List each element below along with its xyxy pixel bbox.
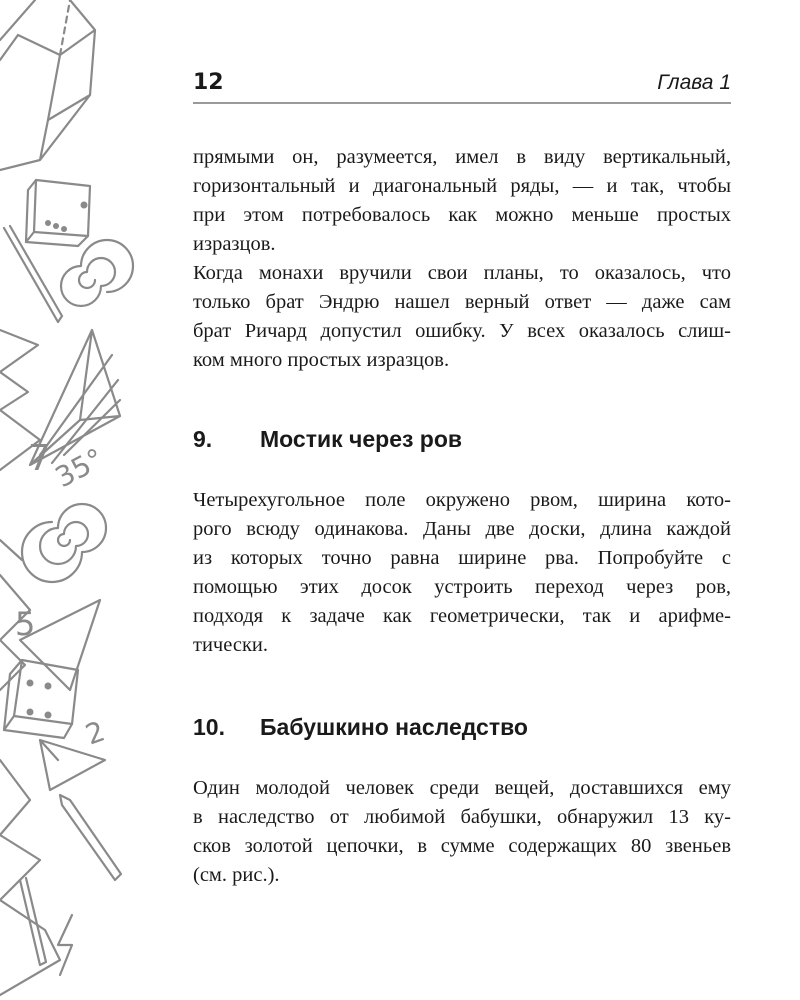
dice-icon — [26, 180, 90, 246]
paragraph-line: изразцов. — [193, 233, 276, 255]
paragraph-top — [193, 143, 731, 375]
spiral-icon-2 — [22, 504, 106, 582]
paragraph-line: ком много простых изразцов. — [193, 349, 450, 371]
section-9-body — [193, 486, 731, 660]
paragraph-line: тически. — [193, 634, 269, 656]
paragraph-line: прямыми он, разумеется, имел в виду вертикальный, — [193, 146, 731, 168]
section-9-heading — [193, 426, 462, 453]
paragraph-line: из которых точно равна ширине рва. Попробуйте с — [193, 547, 731, 569]
paragraph-line: только брат Эндрю нашел верный ответ — даже сам — [193, 291, 731, 313]
digit-five: 5 — [15, 605, 36, 643]
paragraph-line: помощью этих досок устроить переход через ров, — [193, 576, 731, 598]
paragraph-line: подходя к задаче как геометрически, так и арифме- — [193, 605, 731, 627]
paragraph-line: сков золотой цепочки, в сумме содержащих 80 звеньев — [193, 835, 731, 857]
pencil-icon — [4, 226, 62, 322]
paragraph-line: рого всюду одинакова. Даны две доски, длина каждой — [193, 518, 731, 540]
paragraph-line: Четырехугольное поле окружено рвом, ширина кото- — [193, 489, 731, 511]
margin-decoration — [0, 0, 160, 1000]
running-header — [193, 66, 731, 104]
pencil-icon-2 — [60, 795, 121, 880]
paragraph-line: Когда монахи вручили свои планы, то оказалось, что — [193, 262, 731, 284]
section-title: Мостик через ров — [260, 426, 463, 452]
section-10-body — [193, 774, 731, 890]
dice-icon-2 — [4, 660, 78, 738]
section-title: Бабушкино наследство — [260, 714, 528, 740]
paragraph-line: горизонтальный и диагональный ряды, — и так, чтобы — [193, 175, 731, 197]
chapter-label: Глава 1 — [657, 71, 731, 94]
digit-seven: 7 — [28, 438, 51, 479]
section-10-heading — [193, 714, 528, 741]
angle-label: 35° — [49, 441, 110, 495]
polyhedron-icon — [0, 0, 95, 170]
paragraph-line: при этом потребовалось как можно меньше простых — [193, 204, 731, 226]
paragraph-line: брат Ричард допустил ошибку. У всех оказалось слиш- — [193, 320, 731, 342]
page-number: 12 — [193, 70, 224, 95]
paragraph-line: в наследство от любимой бабушки, обнаружил 13 ку- — [193, 806, 731, 828]
digit-two: 2 — [81, 714, 110, 752]
spiral-icon — [61, 240, 133, 306]
paragraph-line: (см. рис.). — [193, 864, 280, 886]
paragraph-line: Один молодой человек среди вещей, доставшихся ему — [193, 777, 731, 799]
section-number: 9. — [193, 426, 213, 452]
lightning-icon — [58, 915, 72, 975]
section-number: 10. — [193, 714, 225, 740]
